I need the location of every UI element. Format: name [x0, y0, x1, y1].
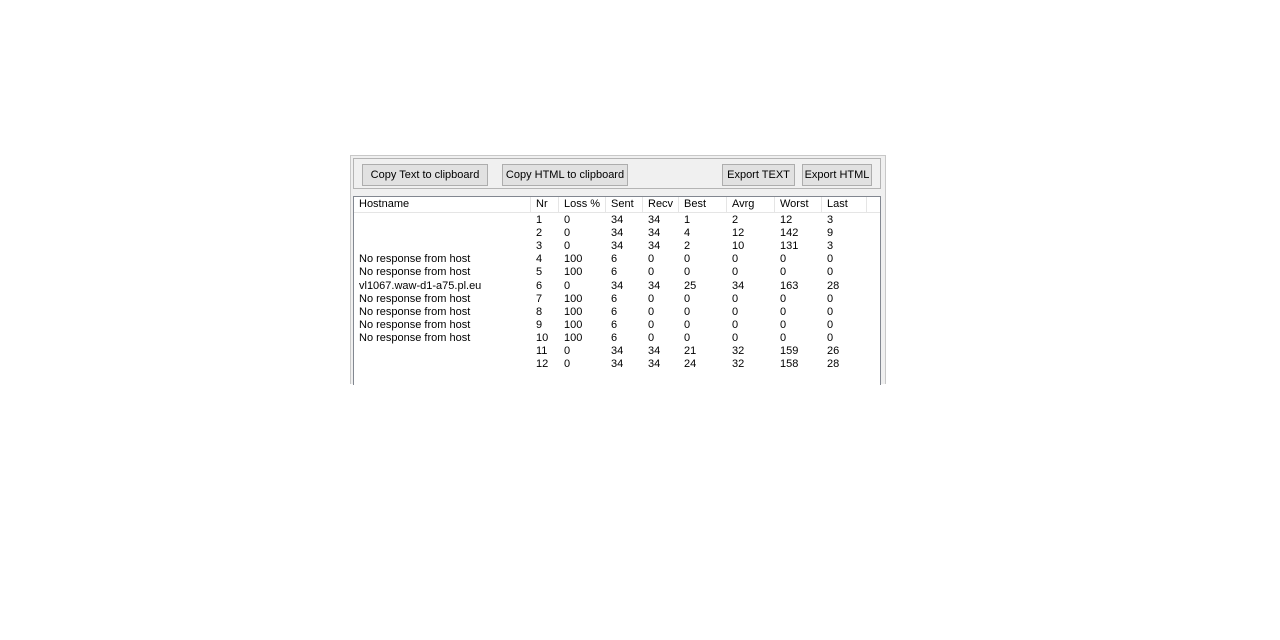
cell-sent: 34 — [611, 240, 624, 253]
cell-sent: 6 — [611, 331, 618, 344]
cell-avrg: 10 — [732, 240, 745, 253]
cell-nr: 8 — [536, 305, 543, 318]
cell-avrg: 2 — [732, 214, 739, 226]
cell-worst: 163 — [780, 279, 799, 292]
cell-avrg: 0 — [732, 266, 739, 279]
cell-loss: 100 — [564, 305, 583, 318]
cell-nr: 7 — [536, 292, 543, 305]
cell-best: 0 — [684, 318, 691, 331]
cell-hostname: No response from host — [359, 253, 471, 266]
cell-hostname: No response from host — [359, 331, 471, 344]
cell-hostname — [354, 345, 531, 358]
cell-recv: 34 — [648, 358, 661, 371]
cell-best: 4 — [684, 227, 691, 240]
cell-avrg: 0 — [732, 318, 739, 331]
cell-avrg: 0 — [732, 253, 739, 266]
cell-nr: 10 — [536, 331, 549, 344]
table-row[interactable] — [354, 227, 880, 240]
cell-nr: 11 — [536, 345, 548, 357]
cell-last: 3 — [827, 240, 834, 253]
cell-recv: 0 — [648, 318, 655, 331]
cell-sent: 34 — [611, 214, 624, 226]
cell-avrg: 0 — [732, 331, 739, 344]
cell-loss: 0 — [564, 240, 571, 253]
column-header-worst[interactable]: Worst — [775, 197, 822, 212]
cell-loss: 0 — [564, 358, 571, 371]
cell-hostname — [354, 240, 531, 253]
cell-recv: 34 — [648, 345, 661, 357]
cell-avrg: 0 — [732, 305, 739, 318]
cell-recv: 0 — [648, 331, 655, 344]
cell-hostname — [354, 214, 531, 227]
cell-last: 0 — [827, 253, 834, 266]
cell-worst: 0 — [780, 266, 787, 279]
cell-last: 3 — [827, 214, 834, 226]
cell-loss: 100 — [564, 292, 583, 305]
column-header-hostname[interactable]: Hostname — [354, 197, 531, 212]
cell-worst: 142 — [780, 227, 799, 240]
cell-last: 28 — [827, 358, 840, 371]
cell-loss: 100 — [564, 266, 583, 279]
cell-best: 24 — [684, 358, 697, 371]
cell-nr: 1 — [536, 214, 543, 226]
copy-html-button[interactable]: Copy HTML to clipboard — [502, 164, 628, 186]
cell-hostname: No response from host — [359, 305, 471, 318]
copy-text-button[interactable]: Copy Text to clipboard — [362, 164, 488, 186]
list-header — [354, 197, 880, 213]
cell-nr: 2 — [536, 227, 543, 240]
column-header-loss[interactable]: Loss % — [559, 197, 606, 212]
cell-nr: 6 — [536, 279, 543, 292]
cell-nr: 12 — [536, 358, 549, 371]
cell-recv: 34 — [648, 240, 661, 253]
table-row[interactable] — [354, 332, 880, 345]
cell-recv: 0 — [648, 305, 655, 318]
cell-loss: 0 — [564, 279, 571, 292]
column-header-recv[interactable]: Recv — [643, 197, 679, 212]
cell-sent: 6 — [611, 305, 618, 318]
cell-recv: 0 — [648, 266, 655, 279]
cell-hostname: No response from host — [359, 318, 471, 331]
table-row[interactable] — [354, 319, 880, 332]
cell-worst: 0 — [780, 253, 787, 266]
cell-last: 9 — [827, 227, 834, 240]
cell-sent: 34 — [611, 345, 624, 357]
cell-sent: 34 — [611, 227, 624, 240]
table-row[interactable] — [354, 293, 880, 306]
cell-best: 1 — [684, 214, 691, 226]
cell-last: 0 — [827, 305, 834, 318]
cell-last: 28 — [827, 279, 840, 292]
cell-nr: 3 — [536, 240, 543, 253]
cell-loss: 100 — [564, 331, 583, 344]
cell-hostname: No response from host — [359, 266, 471, 279]
table-row[interactable] — [354, 266, 880, 279]
cell-loss: 0 — [564, 227, 571, 240]
cell-worst: 131 — [780, 240, 799, 253]
cell-loss: 0 — [564, 345, 571, 357]
column-header-last[interactable]: Last — [822, 197, 867, 212]
column-header-avrg[interactable]: Avrg — [727, 197, 775, 212]
cell-last: 0 — [827, 292, 834, 305]
cell-sent: 6 — [611, 266, 618, 279]
results-list-view[interactable] — [353, 196, 881, 385]
cell-worst: 0 — [780, 318, 787, 331]
column-header-sent[interactable]: Sent — [606, 197, 643, 212]
table-row[interactable] — [354, 358, 880, 371]
cell-hostname: vl1067.waw-d1-a75.pl.eu — [359, 279, 482, 292]
cell-best: 25 — [684, 279, 697, 292]
export-text-button[interactable]: Export TEXT — [722, 164, 795, 186]
cell-nr: 4 — [536, 253, 543, 266]
cell-sent: 34 — [611, 279, 624, 292]
cell-sent: 6 — [611, 318, 618, 331]
cell-recv: 34 — [648, 227, 661, 240]
cell-worst: 158 — [780, 358, 799, 371]
cell-last: 0 — [827, 266, 834, 279]
cell-last: 26 — [827, 345, 840, 357]
cell-avrg: 32 — [732, 345, 745, 357]
column-header-nr[interactable]: Nr — [531, 197, 559, 212]
column-header-best[interactable]: Best — [679, 197, 727, 212]
cell-best: 21 — [684, 345, 697, 357]
cell-loss: 100 — [564, 318, 583, 331]
table-row[interactable] — [354, 345, 880, 358]
cell-recv: 34 — [648, 214, 661, 226]
cell-nr: 9 — [536, 318, 543, 331]
cell-best: 0 — [684, 331, 691, 344]
cell-best: 0 — [684, 253, 691, 266]
cell-best: 2 — [684, 240, 691, 253]
cell-loss: 100 — [564, 253, 583, 266]
cell-avrg: 12 — [732, 227, 745, 240]
cell-last: 0 — [827, 318, 834, 331]
cell-recv: 0 — [648, 253, 655, 266]
cell-recv: 34 — [648, 279, 661, 292]
cell-worst: 12 — [780, 214, 793, 226]
table-row[interactable] — [354, 214, 880, 227]
export-toolbar — [353, 158, 881, 189]
cell-last: 0 — [827, 331, 834, 344]
cell-sent: 34 — [611, 358, 624, 371]
cell-hostname — [354, 358, 531, 371]
cell-sent: 6 — [611, 253, 618, 266]
cell-avrg: 34 — [732, 279, 745, 292]
cell-loss: 0 — [564, 214, 571, 226]
cell-avrg: 0 — [732, 292, 739, 305]
cell-hostname: No response from host — [359, 292, 471, 305]
cell-worst: 159 — [780, 345, 799, 357]
cell-nr: 5 — [536, 266, 543, 279]
table-row[interactable] — [354, 253, 880, 266]
cell-best: 0 — [684, 266, 691, 279]
table-row[interactable] — [354, 306, 880, 319]
cell-worst: 0 — [780, 305, 787, 318]
cell-sent: 6 — [611, 292, 618, 305]
cell-hostname — [354, 227, 531, 240]
cell-best: 0 — [684, 305, 691, 318]
table-row[interactable] — [354, 280, 880, 293]
cell-worst: 0 — [780, 292, 787, 305]
cell-recv: 0 — [648, 292, 655, 305]
trace-results-window — [350, 155, 886, 384]
cell-avrg: 32 — [732, 358, 745, 371]
cell-best: 0 — [684, 292, 691, 305]
table-row[interactable] — [354, 240, 880, 253]
export-html-button[interactable]: Export HTML — [802, 164, 872, 186]
cell-worst: 0 — [780, 331, 787, 344]
